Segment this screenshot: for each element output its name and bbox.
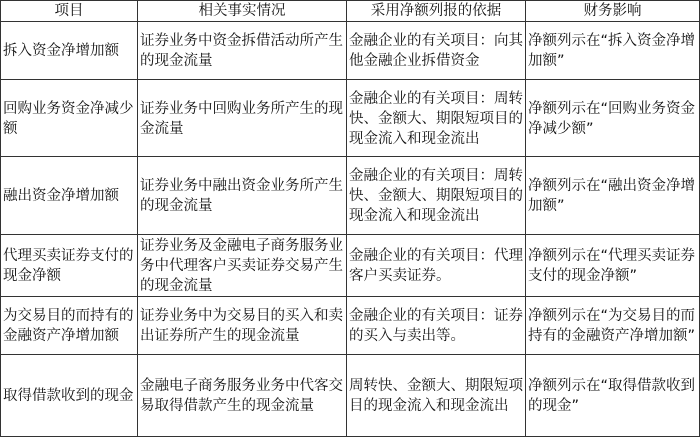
header-facts: 相关事实情况 bbox=[138, 1, 347, 22]
table-row bbox=[1, 235, 700, 297]
cell-basis: 周转快、金额大、期限短项目的现金流入和现金流出 bbox=[347, 355, 526, 437]
table-row bbox=[1, 355, 700, 437]
cell-basis: 金融企业的有关项目：向其他金融企业拆借资金 bbox=[347, 22, 526, 80]
cell-basis: 金融企业的有关项目：周转快、金额大、期限短项目的现金流入和现金流出 bbox=[347, 157, 526, 235]
cell-impact: 净额列示在“取得借款收到的现金” bbox=[526, 355, 700, 437]
cell-item: 取得借款收到的现金 bbox=[1, 355, 138, 437]
cell-item: 为交易目的而持有的金融资产净增加额 bbox=[1, 297, 138, 355]
cell-basis: 金融企业的有关项目：周转快、金额大、期限短项目的现金流入和现金流出 bbox=[347, 80, 526, 157]
cell-facts: 证券业务中为交易目的买入和卖出证券所产生的现金流量 bbox=[138, 297, 347, 355]
table-row bbox=[1, 157, 700, 235]
cell-item: 拆入资金净增加额 bbox=[1, 22, 138, 80]
table-row bbox=[1, 80, 700, 157]
cell-facts: 证券业务及金融电子商务服务业务中代理客户买卖证券交易产生的现金流量 bbox=[138, 235, 347, 297]
cell-basis: 金融企业的有关项目：代理客户买卖证券。 bbox=[347, 235, 526, 297]
table-row bbox=[1, 297, 700, 355]
table-row bbox=[1, 22, 700, 80]
cell-item: 融出资金净增加额 bbox=[1, 157, 138, 235]
header-row bbox=[1, 1, 700, 22]
cell-impact: 净额列示在“融出资金净增加额” bbox=[526, 157, 700, 235]
header-impact: 财务影响 bbox=[526, 1, 700, 22]
cell-impact: 净额列示在“为交易目的而持有的金融资产净增加额” bbox=[526, 297, 700, 355]
cell-basis: 金融企业的有关项目：证券的买入与卖出等。 bbox=[347, 297, 526, 355]
cell-impact: 净额列示在“代理买卖证券支付的现金净额” bbox=[526, 235, 700, 297]
cell-facts: 证券业务中资金拆借活动所产生的现金流量 bbox=[138, 22, 347, 80]
header-item: 项目 bbox=[1, 1, 138, 22]
cell-facts: 证券业务中融出资金业务所产生的现金流量 bbox=[138, 157, 347, 235]
cell-facts: 证券业务中回购业务所产生的现金流量 bbox=[138, 80, 347, 157]
cell-facts: 金融电子商务服务业务中代客交易取得借款产生的现金流量 bbox=[138, 355, 347, 437]
cell-item: 回购业务资金净减少额 bbox=[1, 80, 138, 157]
cell-item: 代理买卖证券支付的现金净额 bbox=[1, 235, 138, 297]
cell-impact: 净额列示在“拆入资金净增加额” bbox=[526, 22, 700, 80]
header-basis: 采用净额列报的依据 bbox=[347, 1, 526, 22]
cell-impact: 净额列示在“回购业务资金净减少额” bbox=[526, 80, 700, 157]
